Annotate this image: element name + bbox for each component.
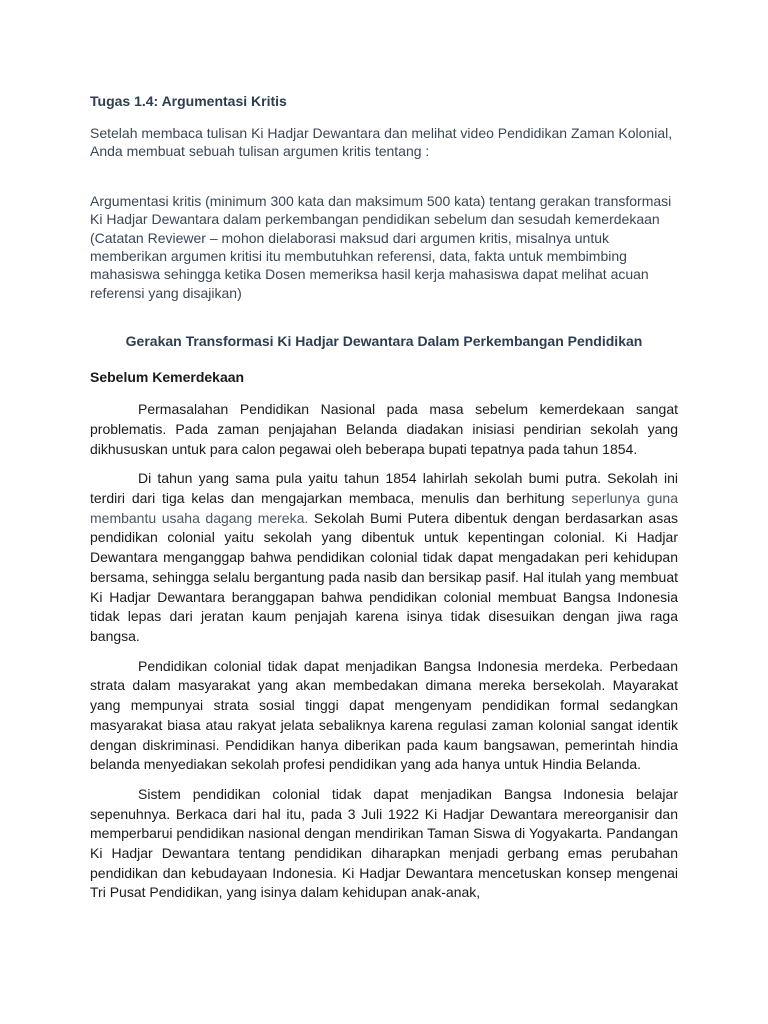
task-intro: Setelah membaca tulisan Ki Hadjar Dewantara dan melihat video Pendidikan Zaman Kolonial, Anda membuat sebuah tulisan argumen kritis tentang : bbox=[90, 125, 673, 160]
paragraph-3: Pendidikan colonial tidak dapat menjadikan Bangsa Indonesia merdeka. Perbedaan strata dalam masyarakat yang akan membedakan dimana mereka bersekolah. Mayarakat yang mempunyai strata sosial tinggi dapat mengenyam pendidikan formal sedangkan masyarakat biasa atau rakyat jelata sebaliknya karena regulasi zaman kolonial sangat identik dengan diskriminasi. Pendidikan hanya diberikan pada kaum bangsawan, pemerintah hindia belanda menyediakan sekolah profesi pendidikan yang ada hanya untuk Hindia Belanda. bbox=[90, 657, 678, 773]
document-page bbox=[90, 92, 678, 913]
paragraph-2 bbox=[90, 469, 678, 646]
section-heading: Sebelum Kemerdekaan bbox=[90, 369, 245, 386]
task-requirement: Argumentasi kritis (minimum 300 kata dan maksimum 500 kata) tentang gerakan transformasi Ki Hadjar Dewantara dalam perkembangan pendidikan sebelum dan sesudah kemerdekaan (Catatan Reviewer – mohon dielaborasi maksud dari argumen kritis, misalnya untuk memberikan argumen kritisi itu membutuhkan referensi, data, fakta untuk membimbing mahasiswa sehingga ketika Dosen memeriksa hasil kerja mahasiswa dapat melihat acuan referensi yang disajikan) bbox=[90, 192, 672, 301]
paragraph-4: Sistem pendidikan colonial tidak dapat menjadikan Bangsa Indonesia belajar sepenuhnya. Berkaca dari hal itu, pada 3 Juli 1922 Ki Hadjar Dewantara mereorganisir dan memperbarui pendidikan nasional dengan mendirikan Taman Siswa di Yogyakarta. Pandangan Ki Hadjar Dewantara tentang pendidikan diharapkan menjadi gerbang emas perubahan pendidikan dan kebudayaan Indonesia. Ki Hadjar Dewantara mencetuskan konsep mengenai Tri Pusat Pendidikan, yang isinya dalam kehidupan anak-anak, bbox=[90, 785, 678, 901]
essay-heading: Gerakan Transformasi Ki Hadjar Dewantara Dalam Perkembangan Pendidikan bbox=[125, 333, 643, 350]
paragraph-2-part-a: Di tahun yang sama pula yaitu tahun 1854 lahirlah sekolah bumi putra. Sekolah ini terdiri dari tiga kelas dan mengajarkan membaca, menulis dan berhitung bbox=[90, 470, 678, 507]
paragraph-2-part-c: Sekolah Bumi Putera dibentuk dengan berdasarkan asas pendidikan colonial yaitu sekolah yang dibentuk untuk kepentingan colonial. Ki Hadjar Dewantara menganggap bahwa pendidikan colonial tidak dapat mengadakan peri kehidupan bersama, sehingga selalu bergantung pada nasib dan bersikap pasif. Hal itulah yang membuat Ki Hadjar Dewantara beranggapan bahwa pendidikan colonial membuat Bangsa Indonesia tidak lepas dari jeratan kaum penjajah karena isinya tidak disesuikan dengan jiwa raga bangsa. bbox=[90, 509, 679, 644]
paragraph-2-part-b: seperlunya guna membantu usaha dagang mereka. bbox=[90, 490, 678, 526]
paragraph-1: Permasalahan Pendidikan Nasional pada masa sebelum kemerdekaan sangat problematis. Pada zaman penjajahan Belanda diadakan inisiasi pendirian sekolah yang dikhususkan untuk para calon pegawai oleh beberapa bupati tepatnya pada tahun 1854. bbox=[90, 401, 678, 457]
task-title: Tugas 1.4: Argumentasi Kritis bbox=[90, 93, 287, 109]
